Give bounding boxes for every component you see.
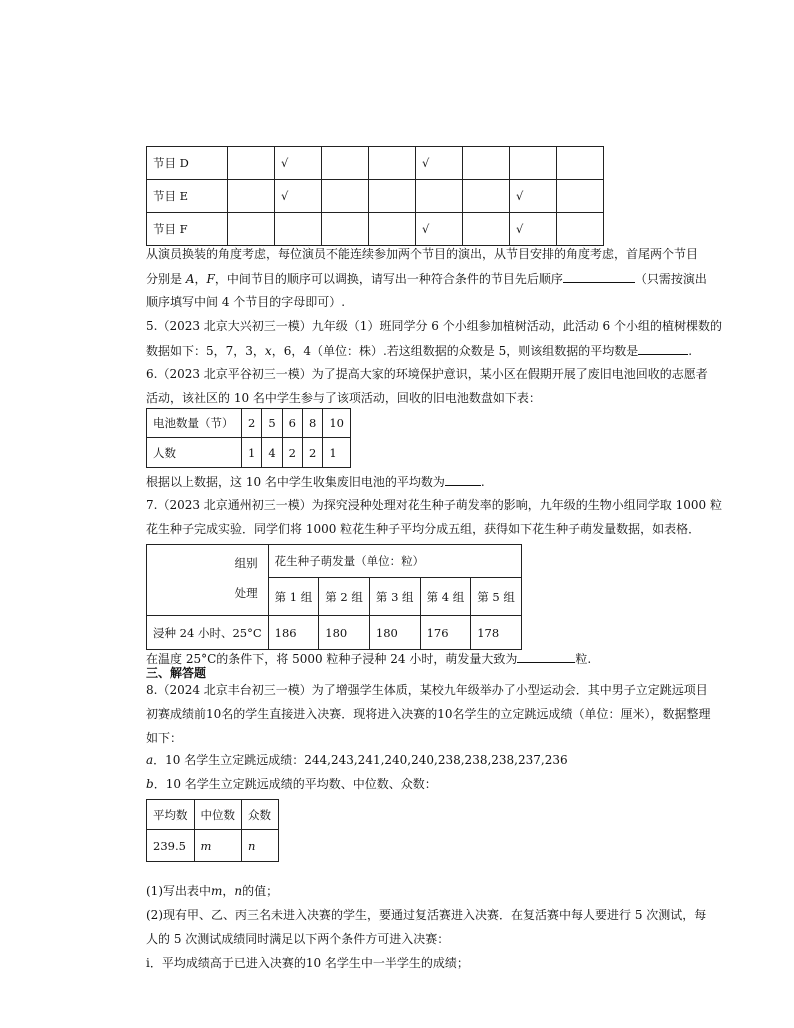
table-cell: 8 <box>302 409 322 438</box>
q8-part-1 <box>146 883 278 899</box>
text: 粒. <box>575 652 592 666</box>
table-cell <box>416 180 463 213</box>
table-cell: 10 <box>323 409 351 438</box>
table-header: 众数 <box>242 800 279 830</box>
row-label: 节目 E <box>147 180 228 213</box>
text: 根据以上数据，这 10 名中学生收集废旧电池的平均数为 <box>146 475 445 489</box>
table-cell: √ <box>275 180 322 213</box>
table-cell: 2 <box>282 438 302 468</box>
table-cell <box>275 213 322 246</box>
group-header: 第 2 组 <box>319 578 370 616</box>
var-a: A <box>185 272 195 286</box>
q8-item-b <box>146 776 437 792</box>
item-label: b <box>146 777 154 791</box>
table-cell: √ <box>275 147 322 180</box>
table-cell: 178 <box>471 616 522 650</box>
row-label: 节目 D <box>147 147 228 180</box>
table-cell: 6 <box>282 409 302 438</box>
q4-line-2 <box>146 270 707 287</box>
answer-blank[interactable] <box>445 473 481 486</box>
q8-line-2: 初赛成绩前10名的学生直接进入决赛．现将进入决赛的10名学生的立定跳远成绩（单位：厘米），数据整理 <box>146 707 711 721</box>
row-label: 浸种 24 小时、25°C <box>147 616 269 650</box>
table-cell <box>369 213 416 246</box>
table-cell <box>463 213 510 246</box>
table-cell <box>322 147 369 180</box>
q7-line-2: 花生种子完成实验．同学们将 1000 粒花生种子平均分成五组，获得如下花生种子萌发量数据，如表格． <box>146 522 701 536</box>
q6-line-1: 6.（2023 北京平谷初三一模）为了提高大家的环境保护意识，某小区在假期开展了废旧电池回收的志愿者 <box>146 367 708 381</box>
table-cell: 239.5 <box>147 830 195 862</box>
table-row <box>147 147 604 180</box>
group-header: 第 5 组 <box>471 578 522 616</box>
table-cell: √ <box>510 213 557 246</box>
q6-after <box>146 473 485 490</box>
table-cell: 5 <box>262 409 282 438</box>
q8-item-a <box>146 752 568 768</box>
table-cell <box>369 180 416 213</box>
text: ．10 名学生立定跳远成绩：244,243,241,240,240,238,238,238,237,236 <box>153 753 568 767</box>
section-title: 三、解答题 <box>146 666 207 680</box>
table-cell <box>322 180 369 213</box>
header-group: 组别 <box>234 556 258 570</box>
table-cell <box>557 147 604 180</box>
q6-line-2: 活动，该社区的 10 名中学生参与了该项活动，回收的旧电池数盘如下表： <box>146 391 541 405</box>
table-cell: √ <box>416 147 463 180</box>
table-row <box>147 800 279 830</box>
text: (1)写出表中 <box>146 884 211 898</box>
var-n: n <box>234 884 243 898</box>
row-label: 人数 <box>147 438 242 468</box>
table-row <box>147 438 351 468</box>
table-cell <box>322 213 369 246</box>
text: 在温度 25°C的条件下，将 5000 粒种子浸种 24 小时，萌发量大致为 <box>146 652 518 666</box>
table-cell <box>510 147 557 180</box>
table-cell <box>557 213 604 246</box>
text: ，6，4（单位：株）.若这组数据的众数是 5，则该组数据的平均数是 <box>271 344 639 358</box>
table-cell <box>463 180 510 213</box>
var-f: F <box>206 272 215 286</box>
table-cell <box>463 147 510 180</box>
group-header: 第 4 组 <box>420 578 471 616</box>
text: ， <box>194 272 207 286</box>
q5-line-1: 5.（2023 北京大兴初三一模）九年级（1）班同学分 6 个小组参加植树活动，此活动 6 个小组的植树棵数的 <box>146 319 722 333</box>
table-row <box>147 545 522 578</box>
table-cell <box>228 180 275 213</box>
item-label: a <box>146 753 154 767</box>
table-row <box>147 409 351 438</box>
q7-after <box>146 650 591 667</box>
q4-line-1: 从演员换装的角度考虑，每位演员不能连续参加两个节目的演出，从节目安排的角度考虑，首尾两个节目 <box>146 247 699 261</box>
table-row <box>147 830 279 862</box>
table-cell: √ <box>510 180 557 213</box>
var-x: x <box>264 344 272 358</box>
q8-line-3: 如下： <box>146 731 183 745</box>
answer-blank[interactable] <box>517 650 575 663</box>
battery-table <box>146 408 351 468</box>
q8-part-2-line-1: (2)现有甲、乙、丙三名未进入决赛的学生，要通过复活赛进入决赛．在复活赛中每人要进行 5 次测试，每 <box>146 908 707 922</box>
text: ．10 名学生立定跳远成绩的平均数、中位数、众数： <box>153 777 437 791</box>
q8-part-2-line-2: 人的 5 次测试成绩同时满足以下两个条件方可进入决赛： <box>146 932 450 946</box>
table-cell: 176 <box>420 616 471 650</box>
table-header: 平均数 <box>147 800 195 830</box>
q5-line-2 <box>146 342 692 359</box>
table-cell: 1 <box>242 438 262 468</box>
text: 数据如下：5，7，3， <box>146 344 265 358</box>
table-cell: 180 <box>369 616 420 650</box>
text: （只需按演出 <box>634 272 707 286</box>
table-cell: m <box>194 830 242 862</box>
table-cell: 2 <box>242 409 262 438</box>
table-header: 中位数 <box>194 800 242 830</box>
table-cell <box>557 180 604 213</box>
header-diagonal-cell <box>147 545 269 616</box>
table-row <box>147 180 604 213</box>
program-table <box>146 146 604 246</box>
text: ，中间节目的顺序可以调换，请写出一种符合条件的节目先后顺序 <box>214 272 563 286</box>
text: 分别是 <box>146 272 183 286</box>
text: . <box>480 475 485 489</box>
q7-line-1: 7.（2023 北京通州初三一模）为探究浸种处理对花生种子萌发率的影响，九年级的生物小组同学取 1000 粒 <box>146 498 722 512</box>
q4-line-3: 顺序填写中间 4 个节目的字母即可）. <box>146 295 346 309</box>
q8-condition-i: i．平均成绩高于已进入决赛的10 名学生中一半学生的成绩； <box>146 956 469 970</box>
text: . <box>688 344 693 358</box>
group-header: 第 1 组 <box>268 578 319 616</box>
seed-table <box>146 544 522 650</box>
table-cell: 186 <box>268 616 319 650</box>
q8-line-1: 8.（2024 北京丰台初三一模）为了增强学生体质，某校九年级举办了小型运动会．其中男子立定跳远项目 <box>146 683 708 697</box>
var-m: m <box>211 884 223 898</box>
stats-table <box>146 799 279 862</box>
group-header: 第 3 组 <box>369 578 420 616</box>
table-cell: 2 <box>302 438 322 468</box>
table-cell: 180 <box>319 616 370 650</box>
answer-blank[interactable] <box>563 270 635 283</box>
header-top: 花生种子萌发量（单位：粒） <box>268 545 521 578</box>
table-cell: √ <box>416 213 463 246</box>
text: 的值； <box>242 884 279 898</box>
table-row <box>147 213 604 246</box>
table-cell: n <box>242 830 279 862</box>
row-label: 节目 F <box>147 213 228 246</box>
answer-blank[interactable] <box>638 342 688 355</box>
table-cell <box>369 147 416 180</box>
table-row <box>147 616 522 650</box>
text: ， <box>222 884 235 898</box>
row-label: 电池数量（节） <box>147 409 242 438</box>
table-cell <box>228 147 275 180</box>
header-process: 处理 <box>234 586 258 600</box>
table-cell: 4 <box>262 438 282 468</box>
table-cell <box>228 213 275 246</box>
table-cell: 1 <box>323 438 351 468</box>
